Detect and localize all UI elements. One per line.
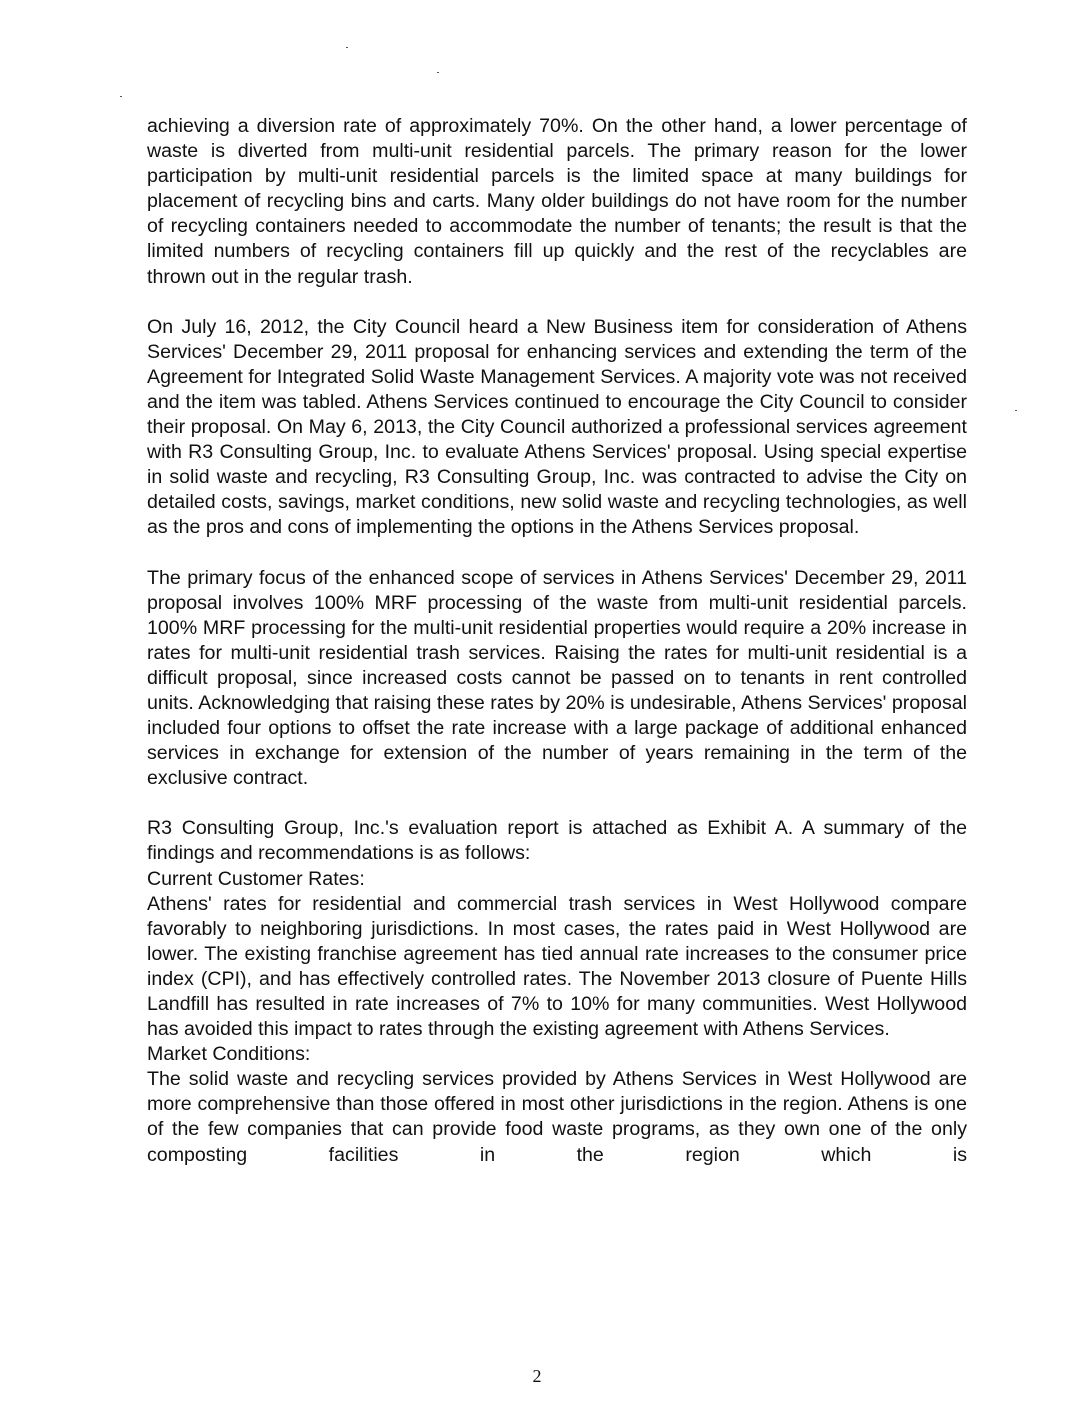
page-number: 2: [532, 1366, 542, 1386]
paragraph-market-conditions: The solid waste and recycling services provided by Athens Services in West Hollywood are more comprehensive than those offered in most other jurisdictions in the region. Athens is one of the few companies that can provide food waste programs, as they own one of the only composting facilities in the region which is: [147, 1068, 967, 1166]
scan-speck: [437, 72, 439, 73]
paragraph-current-customer-rates: Athens' rates for residential and commercial trash services in West Hollywood compare favorably to neighboring jurisdictions. In most cases, the rates paid in West Hollywood are lower. The existing franchise agreement has tied annual rate increases to the consumer price index (CPI), and has effectively controlled rates. The November 2013 closure of Puente Hills Landfill has resulted in rate increases of 7% to 10% for many communities. West Hollywood has avoided this impact to rates through the existing agreement with Athens Services.: [147, 892, 967, 1041]
heading-market-conditions: Market Conditions:: [147, 1043, 311, 1066]
scan-speck: [120, 96, 122, 97]
paragraph-proposal-focus: The primary focus of the enhanced scope of services in Athens Services' December 29, 2011 proposal involves 100% MRF processing of the waste from multi-unit residential parcels. 100% MRF processing for the multi-unit residential properties would require a 20% increase in rates for multi-unit residential trash services. Raising the rates for multi-unit residential is a difficult proposal, since increased costs cannot be passed on to tenants in rent controlled units. Acknowledging that raising these rates by 20% is undesirable, Athens Services' proposal included four options to offset the rate increase with a large package of additional enhanced services in exchange for extension of the number of years remaining in the term of the exclusive contract.: [147, 566, 967, 790]
scan-speck: [346, 47, 348, 48]
document-body: [147, 114, 967, 1168]
paragraph-council-history: On July 16, 2012, the City Council heard a New Business item for consideration of Athens Services' December 29, 2011 proposal for enhancing services and extending the term of the Agreement for Integrated Solid Waste Management Services. A majority vote was not received and the item was tabled. Athens Services continued to encourage the City Council to consider their proposal. On May 6, 2013, the City Council authorized a professional services agreement with R3 Consulting Group, Inc. to evaluate Athens Services' proposal. Using special expertise in solid waste and recycling, R3 Consulting Group, Inc. was contracted to advise the City on detailed costs, savings, market conditions, new solid waste and recycling technologies, as well as the pros and cons of implementing the options in the Athens Services proposal.: [147, 315, 967, 539]
paragraph-evaluation-report: R3 Consulting Group, Inc.'s evaluation report is attached as Exhibit A. A summary of the findings and recommendations is as follows:: [147, 817, 967, 865]
paragraph-diversion-rate: achieving a diversion rate of approximately 70%. On the other hand, a lower percentage of waste is diverted from multi-unit residential parcels. The primary reason for the lower participation by multi-unit residential parcels is the limited space at many buildings for placement of recycling bins and carts. Many older buildings do not have room for the number of recycling containers needed to accommodate the number of tenants; the result is that the limited numbers of recycling containers fill up quickly and the rest of the recyclables are thrown out in the regular trash.: [147, 115, 967, 288]
heading-current-customer-rates: Current Customer Rates:: [147, 867, 365, 890]
scan-speck: [1015, 410, 1017, 411]
